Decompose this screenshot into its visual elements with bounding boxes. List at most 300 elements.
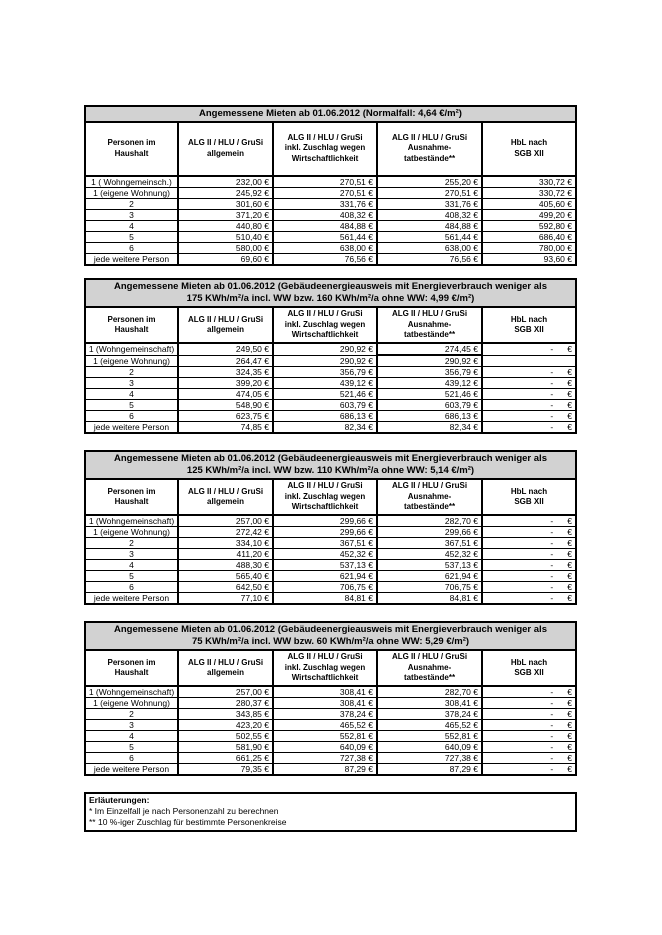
row-label: 6 — [86, 582, 178, 593]
accounting-zero-value — [483, 731, 572, 741]
euro-sign: € — [567, 753, 572, 763]
euro-sign: € — [567, 422, 572, 432]
col-header-line: tatbestände** — [403, 330, 456, 340]
cell-value: 69,60 € — [178, 253, 273, 264]
table-row — [86, 411, 575, 422]
cell-value: 299,66 € — [273, 527, 377, 538]
row-label: 4 — [86, 389, 178, 400]
euro-sign: € — [567, 400, 572, 410]
col-header-ausnahme — [377, 308, 482, 343]
col-header-line: Haushalt — [114, 497, 149, 506]
col-header-line: tatbestände** — [403, 502, 456, 512]
row-label: 1 (Wohngemeinschaft) — [88, 687, 175, 697]
row-label: 2 — [86, 538, 178, 549]
cell-value: 474,05 € — [178, 389, 273, 400]
row-label: 5 — [86, 742, 178, 753]
row-label: jede weitere Person — [86, 764, 178, 775]
dash-placeholder: - — [550, 560, 554, 570]
cell-value: 537,13 € — [273, 560, 377, 571]
cell-value: 580,00 € — [178, 242, 273, 253]
table-row — [86, 198, 575, 209]
cell-value — [482, 709, 575, 720]
accounting-zero-value — [483, 560, 572, 570]
dash-placeholder: - — [550, 411, 554, 421]
cell-value: 270,51 € — [377, 187, 482, 198]
cell-value: 245,92 € — [178, 187, 273, 198]
dash-placeholder: - — [550, 378, 554, 388]
cell-value: 270,51 € — [273, 176, 377, 188]
col-header-line: HbL nach — [510, 486, 548, 496]
accounting-zero-value — [483, 411, 572, 421]
cell-value: 405,60 € — [482, 198, 575, 209]
cell-value: 499,20 € — [482, 209, 575, 220]
cell-value: 270,51 € — [273, 187, 377, 198]
euro-sign: € — [567, 560, 572, 570]
cell-value: 661,25 € — [178, 753, 273, 764]
table-row — [86, 764, 575, 775]
accounting-zero-value — [483, 516, 572, 526]
cell-value: 452,32 € — [377, 549, 482, 560]
row-label: 2 — [86, 367, 178, 378]
accounting-zero-value — [483, 378, 572, 388]
col-header-line: allgemein — [207, 497, 244, 506]
cell-value: 331,76 € — [377, 198, 482, 209]
col-header-line: allgemein — [207, 325, 244, 334]
col-header-line: inkl. Zuschlag wegen — [284, 491, 366, 501]
cell-value: 521,46 € — [273, 389, 377, 400]
accounting-zero-value — [483, 709, 572, 719]
table-row — [86, 400, 575, 411]
cell-value — [482, 560, 575, 571]
col-header-line: Ausnahme- — [407, 491, 452, 501]
cell-value: 638,00 € — [273, 242, 377, 253]
cell-value — [482, 686, 575, 698]
cell-value: 727,38 € — [377, 753, 482, 764]
cell-value: 686,13 € — [377, 411, 482, 422]
cell-value: 686,13 € — [273, 411, 377, 422]
cell-value — [482, 515, 575, 527]
table-row — [86, 686, 575, 698]
table-row — [86, 242, 575, 253]
rent-table-grid — [86, 123, 575, 264]
dash-placeholder: - — [550, 400, 554, 410]
accounting-zero-value — [483, 422, 572, 432]
table-row — [86, 355, 575, 367]
col-header-line: Haushalt — [114, 668, 149, 677]
dash-placeholder: - — [550, 698, 554, 708]
table-row — [86, 709, 575, 720]
col-header-line: ALG II / HLU / GruSi — [287, 309, 363, 319]
col-header-hbl — [482, 123, 575, 176]
col-header-line: HbL nach — [510, 138, 548, 147]
table-row — [86, 571, 575, 582]
dash-placeholder: - — [550, 422, 554, 432]
col-header-line: Wirtschaftlichkeit — [291, 502, 359, 512]
col-header-line: inkl. Zuschlag wegen — [284, 143, 366, 153]
dash-placeholder: - — [550, 367, 554, 377]
euro-sign: € — [567, 709, 572, 719]
cell-value: 334,10 € — [178, 538, 273, 549]
col-header-line: ALG II / HLU / GruSi — [187, 314, 264, 324]
cell-value — [482, 593, 575, 604]
table-row — [86, 220, 575, 231]
cell-value: 76,56 € — [377, 253, 482, 264]
cell-value: 727,38 € — [273, 753, 377, 764]
notes-box — [84, 792, 577, 832]
col-header-line: Ausnahme- — [407, 143, 452, 153]
accounting-zero-value — [483, 571, 572, 581]
table-row — [86, 389, 575, 400]
cell-value: 299,66 € — [273, 515, 377, 527]
cell-value: 79,35 € — [178, 764, 273, 775]
cell-value-emphasized: 274,45 € — [377, 343, 482, 355]
col-header-line: ALG II / HLU / GruSi — [187, 657, 264, 667]
cell-value: 548,90 € — [178, 400, 273, 411]
cell-value: 367,51 € — [273, 538, 377, 549]
col-header-allgemein — [178, 651, 273, 686]
dash-placeholder: - — [550, 549, 554, 559]
euro-sign: € — [567, 742, 572, 752]
dash-placeholder: - — [550, 593, 554, 603]
cell-value: 331,76 € — [273, 198, 377, 209]
table-row — [86, 538, 575, 549]
cell-value: 642,50 € — [178, 582, 273, 593]
col-header-line: Wirtschaftlichkeit — [291, 673, 359, 683]
cell-value — [482, 355, 575, 367]
row-label: jede weitere Person — [86, 422, 178, 433]
col-header-line: Personen im — [107, 138, 156, 147]
cell-value: 282,70 € — [377, 686, 482, 698]
rent-table-normalfall — [84, 105, 577, 266]
dash-placeholder: - — [550, 742, 554, 752]
col-header-personen — [86, 651, 178, 686]
dash-placeholder: - — [550, 389, 554, 399]
cell-value: 257,00 € — [178, 515, 273, 527]
accounting-zero-value — [483, 549, 572, 559]
notes-line-2: ** 10 %-iger Zuschlag für bestimmte Personenkreise — [89, 817, 287, 827]
table-row — [86, 253, 575, 264]
col-header-allgemein — [178, 123, 273, 176]
col-header-allgemein — [178, 308, 273, 343]
row-label: 5 — [86, 231, 178, 242]
rent-table-grid — [86, 651, 575, 774]
table-title — [86, 280, 575, 308]
col-header-allgemein — [178, 480, 273, 515]
accounting-zero-value — [483, 582, 572, 592]
table-row — [86, 549, 575, 560]
accounting-zero-value — [483, 400, 572, 410]
table-row — [86, 378, 575, 389]
table-row — [86, 367, 575, 378]
cell-value: 290,92 € — [273, 343, 377, 355]
cell-value: 249,50 € — [178, 343, 273, 355]
cell-value: 686,40 € — [482, 231, 575, 242]
col-header-line: HbL nach — [510, 314, 548, 324]
dash-placeholder: - — [550, 527, 554, 537]
accounting-zero-value — [483, 753, 572, 763]
accounting-zero-value — [483, 538, 572, 548]
accounting-zero-value — [483, 344, 572, 354]
col-header-ausnahme — [377, 480, 482, 515]
cell-value: 465,52 € — [273, 720, 377, 731]
accounting-zero-value — [483, 742, 572, 752]
row-label: 2 — [86, 709, 178, 720]
col-header-line: ALG II / HLU / GruSi — [287, 132, 363, 142]
cell-value: 488,30 € — [178, 560, 273, 571]
table-row — [86, 515, 575, 527]
cell-value: 706,75 € — [273, 582, 377, 593]
row-label: 3 — [86, 720, 178, 731]
table-row — [86, 582, 575, 593]
euro-sign: € — [567, 538, 572, 548]
cell-value: 484,88 € — [377, 220, 482, 231]
rent-table-grid — [86, 308, 575, 432]
cell-value: 356,79 € — [273, 367, 377, 378]
euro-sign: € — [567, 593, 572, 603]
table-row — [86, 422, 575, 433]
euro-sign: € — [567, 582, 572, 592]
cell-value: 423,20 € — [178, 720, 273, 731]
cell-value: 308,41 € — [377, 698, 482, 709]
table-row — [86, 527, 575, 538]
table-row — [86, 209, 575, 220]
table-title-line: 175 KWh/m²/a incl. WW bzw. 160 KWh/m²/a ohne WW: 4,99 €/m²) — [186, 293, 475, 304]
accounting-zero-value — [483, 720, 572, 730]
accounting-zero-value — [483, 698, 572, 708]
cell-value — [482, 742, 575, 753]
cell-value: 603,79 € — [273, 400, 377, 411]
col-header-ausnahme — [377, 123, 482, 176]
col-header-zuschlag — [273, 123, 377, 176]
dash-placeholder: - — [550, 538, 554, 548]
table-title-line: Angemessene Mieten ab 01.06.2012 (Gebäudeenergieausweis mit Energieverbrauch weniger als — [114, 623, 547, 635]
table-row — [86, 176, 575, 188]
cell-value: 521,46 € — [377, 389, 482, 400]
euro-sign: € — [567, 389, 572, 399]
cell-value: 378,24 € — [273, 709, 377, 720]
row-label: 1 (eigene Wohnung) — [86, 187, 178, 198]
table-title-line: Angemessene Mieten ab 01.06.2012 (Gebäudeenergieausweis mit Energieverbrauch weniger als — [114, 452, 547, 464]
row-label: 1 (Wohngemeinschaft) — [88, 516, 175, 526]
row-label: jede weitere Person — [86, 253, 178, 264]
cell-value: 378,24 € — [377, 709, 482, 720]
cell-value: 290,92 € — [273, 355, 377, 367]
col-header-personen — [86, 308, 178, 343]
cell-value: 592,80 € — [482, 220, 575, 231]
table-row — [86, 343, 575, 355]
col-header-line: Ausnahme- — [407, 319, 452, 329]
row-label: 5 — [86, 400, 178, 411]
euro-sign: € — [567, 731, 572, 741]
col-header-line: HbL nach — [510, 657, 548, 667]
col-header-line: Personen im — [107, 486, 156, 496]
notes-line-1: * Im Einzelfall je nach Personenzahl zu berechnen — [89, 806, 279, 816]
cell-value: 330,72 € — [482, 176, 575, 188]
cell-value — [482, 343, 575, 355]
cell-value: 84,81 € — [377, 593, 482, 604]
row-label: 6 — [86, 242, 178, 253]
table-row — [86, 731, 575, 742]
cell-value: 640,09 € — [377, 742, 482, 753]
col-header-line: ALG II / HLU / GruSi — [187, 486, 264, 496]
col-header-zuschlag — [273, 480, 377, 515]
cell-value: 638,00 € — [377, 242, 482, 253]
col-header-line: ALG II / HLU / GruSi — [391, 481, 468, 491]
dash-placeholder: - — [550, 687, 554, 697]
cell-value — [482, 389, 575, 400]
cell-value: 367,51 € — [377, 538, 482, 549]
col-header-ausnahme — [377, 651, 482, 686]
col-header-line: Ausnahme- — [407, 662, 452, 672]
col-header-personen — [86, 480, 178, 515]
row-label: jede weitere Person — [86, 593, 178, 604]
cell-value: 77,10 € — [178, 593, 273, 604]
col-header-line: SGB XII — [514, 325, 544, 334]
cell-value: 621,94 € — [273, 571, 377, 582]
cell-value: 561,44 € — [273, 231, 377, 242]
col-header-line: ALG II / HLU / GruSi — [391, 309, 468, 319]
cell-value: 371,20 € — [178, 209, 273, 220]
header-row — [86, 123, 575, 176]
cell-value: 411,20 € — [178, 549, 273, 560]
cell-value: 356,79 € — [377, 367, 482, 378]
col-header-line: Wirtschaftlichkeit — [291, 330, 359, 340]
cell-value — [482, 698, 575, 709]
row-label: 1 (eigene Wohnung) — [86, 355, 178, 367]
col-header-hbl — [482, 308, 575, 343]
row-label: 1 (Wohngemeinschaft) — [88, 344, 175, 355]
cell-value — [482, 538, 575, 549]
accounting-zero-value — [483, 367, 572, 377]
col-header-line: SGB XII — [514, 148, 544, 158]
cell-value — [482, 378, 575, 389]
dash-placeholder: - — [550, 582, 554, 592]
cell-value: 623,75 € — [178, 411, 273, 422]
cell-value: 264,47 € — [178, 355, 273, 367]
cell-value — [482, 720, 575, 731]
row-label: 4 — [86, 731, 178, 742]
euro-sign: € — [567, 344, 572, 355]
cell-value: 330,72 € — [482, 187, 575, 198]
dash-placeholder: - — [550, 731, 554, 741]
cell-value: 439,12 € — [377, 378, 482, 389]
dash-placeholder: - — [550, 764, 554, 774]
cell-value: 452,32 € — [273, 549, 377, 560]
cell-value: 603,79 € — [377, 400, 482, 411]
euro-sign: € — [567, 378, 572, 388]
table-title — [86, 623, 575, 651]
cell-value: 87,29 € — [273, 764, 377, 775]
row-label: 6 — [86, 753, 178, 764]
table-row — [86, 187, 575, 198]
cell-value: 440,80 € — [178, 220, 273, 231]
col-header-line: ALG II / HLU / GruSi — [391, 652, 468, 662]
cell-value — [482, 764, 575, 775]
table-title — [86, 107, 575, 123]
cell-value — [482, 411, 575, 422]
row-label: 5 — [86, 571, 178, 582]
cell-value: 502,55 € — [178, 731, 273, 742]
col-header-line: ALG II / HLU / GruSi — [187, 138, 264, 147]
cell-value: 465,52 € — [377, 720, 482, 731]
table-row — [86, 742, 575, 753]
cell-value: 87,29 € — [377, 764, 482, 775]
col-header-hbl — [482, 651, 575, 686]
cell-value — [482, 549, 575, 560]
dash-placeholder: - — [550, 709, 554, 719]
col-header-line: SGB XII — [514, 668, 544, 677]
cell-value: 82,34 € — [273, 422, 377, 433]
cell-value: 232,00 € — [178, 176, 273, 188]
col-header-zuschlag — [273, 308, 377, 343]
cell-value: 74,85 € — [178, 422, 273, 433]
cell-value: 621,94 € — [377, 571, 482, 582]
table-title-line: Angemessene Mieten ab 01.06.2012 (Gebäudeenergieausweis mit Energieverbrauch weniger als — [114, 280, 547, 292]
euro-sign: € — [567, 527, 572, 537]
table-title — [86, 452, 575, 480]
table-row — [86, 593, 575, 604]
accounting-zero-value — [483, 389, 572, 399]
euro-sign: € — [567, 516, 572, 526]
row-label: 3 — [86, 209, 178, 220]
cell-value: 76,56 € — [273, 253, 377, 264]
cell-value: 561,44 € — [377, 231, 482, 242]
table-title-line: 75 KWh/m²/a incl. WW bzw. 60 KWh/m²/a ohne WW: 5,29 €/m²) — [191, 636, 470, 647]
row-label: 4 — [86, 220, 178, 231]
cell-value: 552,81 € — [273, 731, 377, 742]
cell-value: 308,41 € — [273, 686, 377, 698]
header-row — [86, 308, 575, 343]
table-row — [86, 698, 575, 709]
cell-value: 280,37 € — [178, 698, 273, 709]
cell-value: 301,60 € — [178, 198, 273, 209]
cell-value: 408,32 € — [273, 209, 377, 220]
dash-placeholder: - — [550, 344, 554, 355]
euro-sign: € — [567, 720, 572, 730]
col-header-hbl — [482, 480, 575, 515]
euro-sign: € — [567, 549, 572, 559]
table-row — [86, 720, 575, 731]
euro-sign: € — [567, 687, 572, 697]
dash-placeholder: - — [550, 516, 554, 526]
table-row — [86, 753, 575, 764]
table-row — [86, 560, 575, 571]
col-header-line: inkl. Zuschlag wegen — [284, 319, 366, 329]
col-header-line: SGB XII — [514, 497, 544, 506]
row-label: 1 (eigene Wohnung) — [86, 527, 178, 538]
rent-table-75kwh — [84, 621, 577, 776]
cell-value: 537,13 € — [377, 560, 482, 571]
col-header-line: Wirtschaftlichkeit — [291, 153, 359, 163]
cell-value: 565,40 € — [178, 571, 273, 582]
row-label: 1 ( Wohngemeinsch.) — [91, 176, 172, 187]
cell-value — [482, 753, 575, 764]
accounting-zero-value — [483, 593, 572, 603]
row-label: 2 — [86, 198, 178, 209]
dash-placeholder: - — [550, 753, 554, 763]
col-header-line: allgemein — [207, 148, 244, 158]
accounting-zero-value — [483, 687, 572, 697]
header-row — [86, 480, 575, 515]
cell-value: 257,00 € — [178, 686, 273, 698]
cell-value: 343,85 € — [178, 709, 273, 720]
row-label: 4 — [86, 560, 178, 571]
cell-value: 82,34 € — [377, 422, 482, 433]
cell-value: 272,42 € — [178, 527, 273, 538]
table-title-line: 125 KWh/m²/a incl. WW bzw. 110 KWh/m²/a ohne WW: 5,14 €/m²) — [186, 465, 475, 476]
header-row — [86, 651, 575, 686]
cell-value: 640,09 € — [273, 742, 377, 753]
